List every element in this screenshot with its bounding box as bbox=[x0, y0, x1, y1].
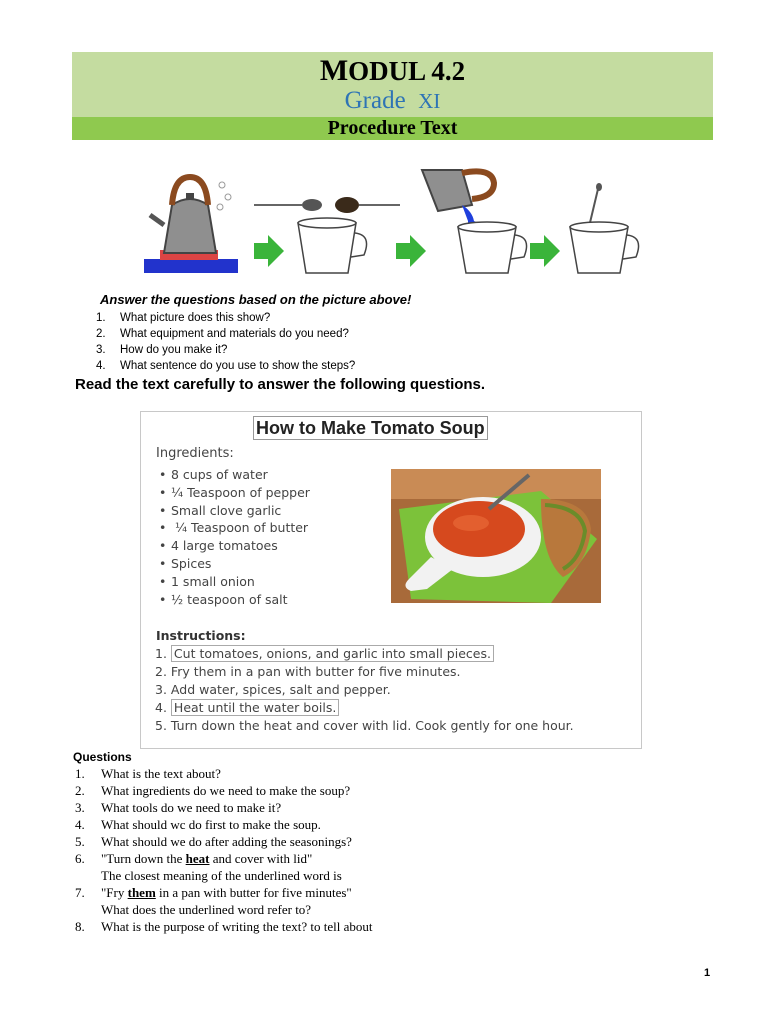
list-item: 6. "Turn down the heat and cover with lid" bbox=[75, 851, 313, 866]
list-item: 4. Heat until the water boils. bbox=[155, 699, 574, 717]
list-item: • Small clove garlic bbox=[159, 502, 282, 518]
list-item: • 8 cups of water bbox=[159, 467, 268, 482]
list-item: 4. What sentence do you use to show the steps? bbox=[96, 360, 356, 372]
list-item: 3. What tools do we need to make it? bbox=[75, 800, 282, 815]
list-item: 2. Fry them in a pan with butter for five minutes. bbox=[155, 664, 461, 679]
instructions-heading: Instructions: bbox=[156, 628, 246, 643]
list-item: 1. What picture does this show? bbox=[96, 312, 271, 324]
list-item: 4. What should wc do first to make the soup. bbox=[75, 817, 321, 832]
recipe-card bbox=[140, 411, 642, 749]
arrow-right-icon bbox=[254, 235, 284, 267]
arrow-right-icon bbox=[396, 235, 426, 267]
arrow-right-icon bbox=[530, 235, 560, 267]
underlined-word: heat bbox=[185, 851, 210, 866]
module-title: MODUL 4.2 bbox=[319, 54, 466, 87]
list-item: • Spices bbox=[159, 555, 212, 571]
list-item-subline: The closest meaning of the underlined word is bbox=[101, 868, 342, 883]
list-item: • ½ teaspoon of salt bbox=[159, 591, 288, 607]
grade-label: Grade XI bbox=[344, 87, 441, 114]
picture-questions-list bbox=[96, 310, 355, 374]
list-item: 8. What is the purpose of writing the text? to tell about bbox=[75, 919, 373, 934]
spoons-and-cup-icon bbox=[254, 197, 400, 273]
questions-heading: Questions bbox=[73, 750, 132, 764]
underlined-word: them bbox=[127, 885, 156, 900]
kettle-on-stove-icon bbox=[144, 177, 238, 273]
ingredients-list bbox=[159, 466, 310, 608]
list-item: • ¼ Teaspoon of butter bbox=[159, 520, 309, 536]
list-item: 2. What ingredients do we need to make the soup? bbox=[75, 783, 351, 798]
pouring-kettle-cup-icon bbox=[422, 170, 527, 273]
tomato-soup-bowl-photo bbox=[391, 469, 601, 603]
cup-with-spoon-icon bbox=[570, 183, 639, 273]
module-header bbox=[72, 52, 713, 117]
list-item-subline: What does the underlined word refer to? bbox=[101, 902, 312, 917]
list-item: 3. How do you make it? bbox=[96, 344, 228, 356]
list-item: • 4 large tomatoes bbox=[159, 538, 278, 554]
page-number: 1 bbox=[704, 967, 711, 979]
list-item: 7. "Fry them in a pan with butter for five minutes" bbox=[75, 885, 352, 900]
list-item: • 1 small onion bbox=[159, 573, 255, 589]
recipe-title: How to Make Tomato Soup bbox=[253, 416, 488, 440]
instructions-list bbox=[155, 645, 574, 735]
questions-list bbox=[75, 765, 373, 935]
list-item: 5. What should we do after adding the seasonings? bbox=[75, 834, 352, 849]
picture-instruction: Answer the questions based on the picture above! bbox=[100, 292, 412, 307]
reading-instruction-heading: Read the text carefully to answer the following questions. bbox=[75, 376, 486, 393]
list-item: 1. Cut tomatoes, onions, and garlic into small pieces. bbox=[155, 645, 574, 663]
list-item: 5. Turn down the heat and cover with lid. Cook gently for one hour. bbox=[155, 718, 574, 733]
list-item: 1. What is the text about? bbox=[75, 766, 221, 781]
list-item: • ¼ Teaspoon of pepper bbox=[159, 484, 310, 500]
list-item: 2. What equipment and materials do you need? bbox=[96, 328, 349, 340]
list-item: 3. Add water, spices, salt and pepper. bbox=[155, 682, 391, 697]
procedure-steps-illustration bbox=[142, 165, 642, 280]
section-subtitle: Procedure Text bbox=[72, 117, 713, 140]
ingredients-heading: Ingredients: bbox=[156, 446, 234, 461]
